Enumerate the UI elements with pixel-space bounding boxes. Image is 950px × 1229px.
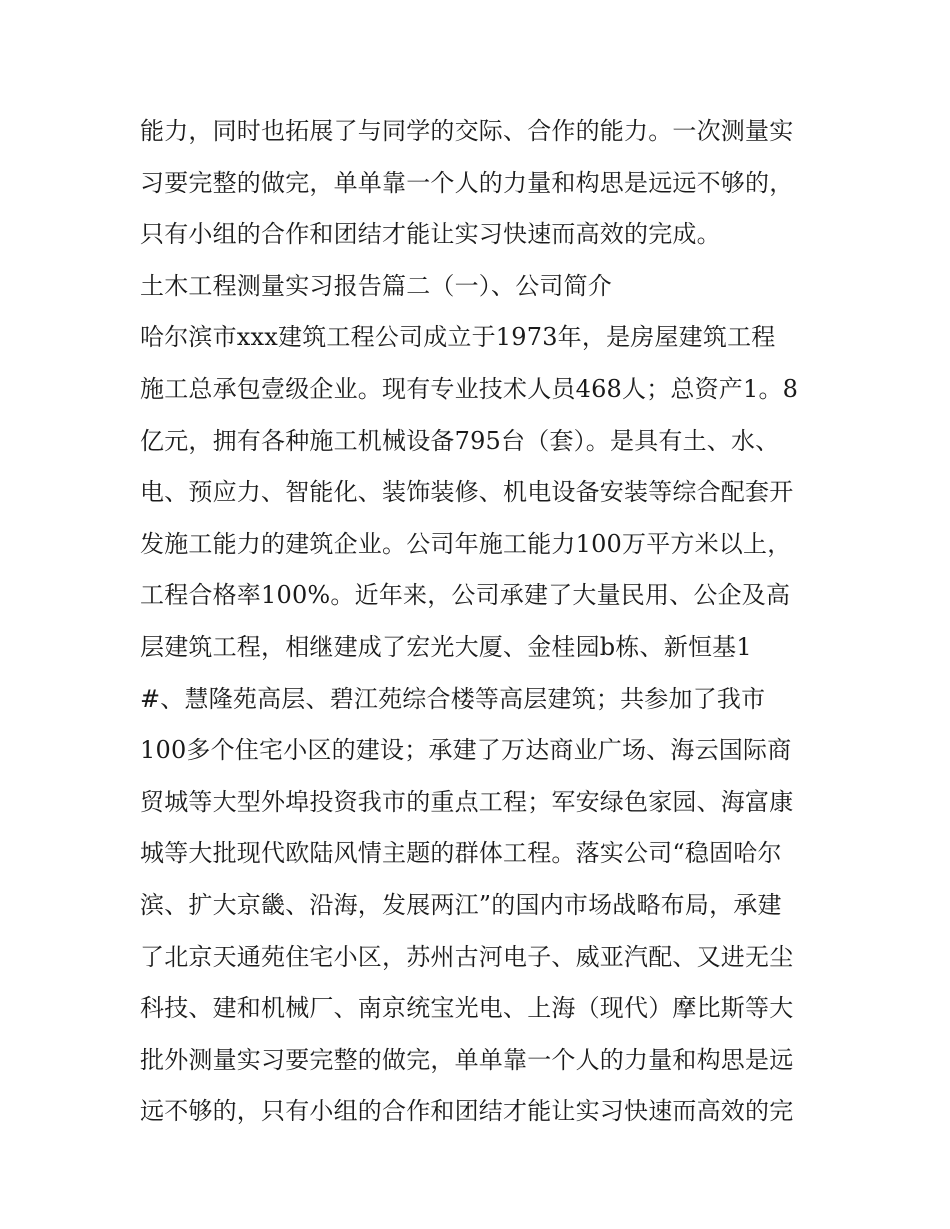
text-line-3: 只有小组的合作和团结才能让实习快速而高效的完成。 xyxy=(140,220,721,249)
text-line-8: 电、预应力、智能化、装饰装修、机电设备安装等综合配套开 xyxy=(140,478,794,507)
text-line-18: 科技、建和机械厂、南京统宝光电、上海（现代）摩比斯等大 xyxy=(140,994,794,1023)
text-line-16: 滨、扩大京畿、沿海，发展两江”的国内市场战略布局，承建 xyxy=(140,890,782,919)
text-line-17: 了北京天通苑住宅小区，苏州古河电子、威亚汽配、又进无尘 xyxy=(140,942,794,971)
text-line-11: 层建筑工程，相继建成了宏光大厦、金桂园b栋、新恒基1 xyxy=(140,632,752,661)
text-line-15: 城等大批现代欧陆风情主题的群体工程。落实公司“稳固哈尔 xyxy=(140,839,782,868)
text-line-20: 远不够的，只有小组的合作和团结才能让实习快速而高效的完 xyxy=(140,1097,794,1126)
text-line-19: 批外测量实习要完整的做完，单单靠一个人的力量和构思是远 xyxy=(140,1045,794,1074)
text-line-14: 贸城等大型外埠投资我市的重点工程；军安绿色家园、海富康 xyxy=(140,787,794,816)
body-text xyxy=(140,106,830,1138)
text-line-12: #、慧隆苑高层、碧江苑综合楼等高层建筑；共参加了我市 xyxy=(140,684,766,713)
text-line-13: 100多个住宅小区的建设；承建了万达商业广场、海云国际商 xyxy=(140,736,792,765)
section-heading: 土木工程测量实习报告篇二（一）、公司简介 xyxy=(140,271,612,300)
text-line-9: 发施工能力的建筑企业。公司年施工能力100万平方米以上， xyxy=(140,529,792,558)
text-line-5: 哈尔滨市xxx建筑工程公司成立于1973年，是房屋建筑工程 xyxy=(140,323,776,352)
text-line-6: 施工总承包壹级企业。现有专业技术人员468人；总资产1。8 xyxy=(140,374,799,403)
text-line-10: 工程合格率100%。近年来，公司承建了大量民用、公企及高 xyxy=(140,581,791,610)
text-line-7: 亿元，拥有各种施工机械设备795台（套）。是具有土、水、 xyxy=(140,426,780,455)
text-line-1: 能力，同时也拓展了与同学的交际、合作的能力。一次测量实 xyxy=(140,117,794,145)
text-line-2: 习要完整的做完，单单靠一个人的力量和构思是远远不够的， xyxy=(140,168,794,197)
